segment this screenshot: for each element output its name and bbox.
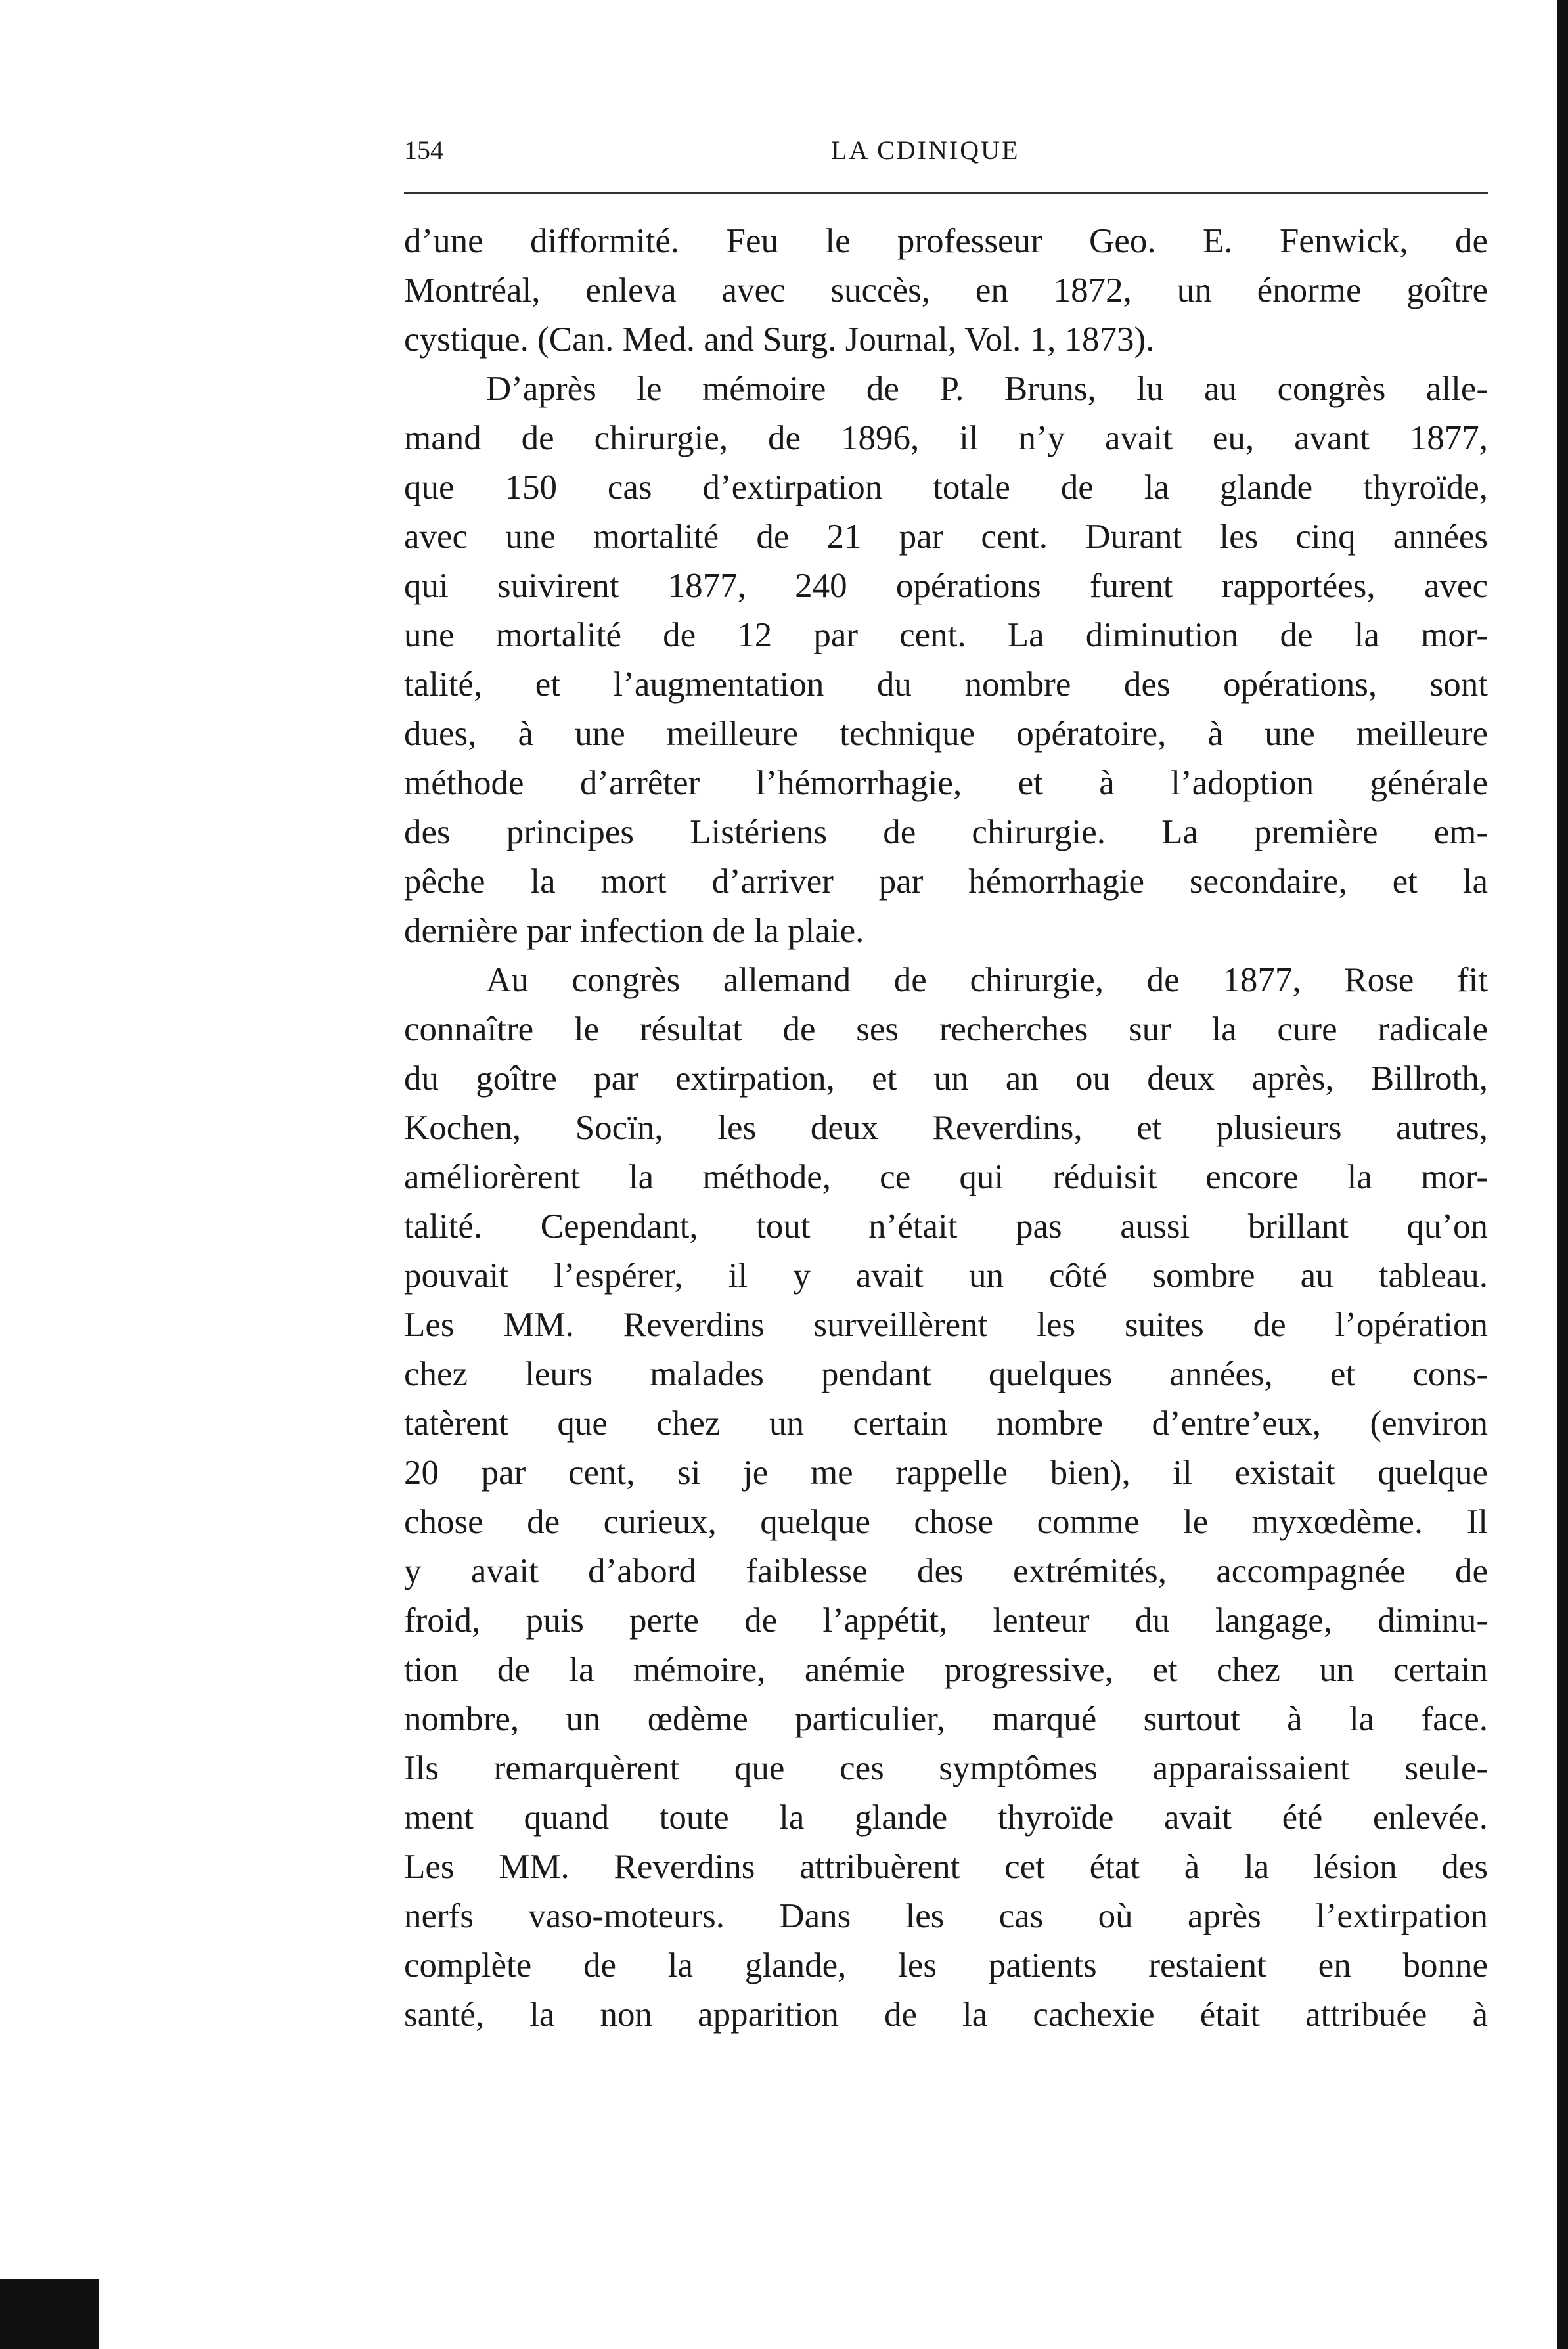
text-line: Les MM. Reverdins surveillèrent les suites de l’opération xyxy=(404,1306,1488,1344)
page-number: 154 xyxy=(404,135,443,165)
running-title: LA CDINIQUE xyxy=(831,135,1020,165)
text-line: que 150 cas d’extirpation totale de la glande thyroïde, xyxy=(404,468,1488,506)
text-line: ment quand toute la glande thyroïde avait été enlevée. xyxy=(404,1799,1488,1837)
text-line: dues, à une meilleure technique opératoire, à une meilleure xyxy=(404,715,1488,753)
text-line: 20 par cent, si je me rappelle bien), il existait quelque xyxy=(404,1454,1488,1492)
text-line: talité. Cependant, tout n’était pas aussi brillant qu’on xyxy=(404,1207,1488,1245)
text-line: connaître le résultat de ses recherches sur la cure radicale xyxy=(404,1010,1488,1048)
text-line: cystique. (Can. Med. and Surg. Journal, Vol. 1, 1873). xyxy=(404,321,1155,359)
text-line: Montréal, enleva avec succès, en 1872, un énorme goître xyxy=(404,271,1488,309)
text-line: améliorèrent la méthode, ce qui réduisit encore la mor- xyxy=(404,1158,1488,1196)
text-line: pêche la mort d’arriver par hémorrhagie secondaire, et la xyxy=(404,862,1488,901)
text-line: chose de curieux, quelque chose comme le myxœdème. Il xyxy=(404,1503,1488,1541)
text-line: avec une mortalité de 21 par cent. Durant les cinq années xyxy=(404,518,1488,556)
page-header xyxy=(404,135,1488,174)
text-line: chez leurs malades pendant quelques années, et cons- xyxy=(404,1355,1488,1393)
text-line: du goître par extirpation, et un an ou deux après, Billroth, xyxy=(404,1060,1488,1098)
text-line: Les MM. Reverdins attribuèrent cet état à la lésion des xyxy=(404,1848,1488,1886)
text-line: D’après le mémoire de P. Bruns, lu au congrès alle- xyxy=(486,370,1488,408)
text-line: nombre, un œdème particulier, marqué surtout à la face. xyxy=(404,1700,1488,1738)
text-line: tion de la mémoire, anémie progressive, et chez un certain xyxy=(404,1651,1488,1689)
text-line: Ils remarquèrent que ces symptômes apparaissaient seule- xyxy=(404,1749,1488,1787)
text-line: méthode d’arrêter l’hémorrhagie, et à l’adoption générale xyxy=(404,764,1488,802)
text-line: tatèrent que chez un certain nombre d’entre’eux, (environ xyxy=(404,1404,1488,1443)
text-line: froid, puis perte de l’appétit, lenteur du langage, diminu- xyxy=(404,1601,1488,1640)
scan-corner-mark xyxy=(0,2279,99,2349)
text-line: qui suivirent 1877, 240 opérations furent rapportées, avec xyxy=(404,567,1488,605)
text-line: complète de la glande, les patients restaient en bonne xyxy=(404,1946,1488,1984)
text-line: une mortalité de 12 par cent. La diminution de la mor- xyxy=(404,616,1488,654)
body-text xyxy=(404,217,1488,2040)
text-line: dernière par infection de la plaie. xyxy=(404,912,864,950)
scan-edge-bar xyxy=(1557,0,1568,2349)
text-line: pouvait l’espérer, il y avait un côté sombre au tableau. xyxy=(404,1257,1488,1295)
text-line: d’une difformité. Feu le professeur Geo. E. Fenwick, de xyxy=(404,222,1488,260)
text-line: mand de chirurgie, de 1896, il n’y avait eu, avant 1877, xyxy=(404,419,1488,457)
text-line: nerfs vaso-moteurs. Dans les cas où après l’extirpation xyxy=(404,1897,1488,1935)
text-line: Kochen, Socïn, les deux Reverdins, et plusieurs autres, xyxy=(404,1109,1488,1147)
text-line: des principes Listériens de chirurgie. La première em- xyxy=(404,813,1488,851)
text-line: y avait d’abord faiblesse des extrémités, accompagnée de xyxy=(404,1552,1488,1590)
text-line: santé, la non apparition de la cachexie était attribuée à xyxy=(404,1996,1488,2034)
text-line: Au congrès allemand de chirurgie, de 1877, Rose fit xyxy=(486,961,1488,999)
header-rule xyxy=(404,192,1488,194)
text-line: talité, et l’augmentation du nombre des opérations, sont xyxy=(404,665,1488,704)
